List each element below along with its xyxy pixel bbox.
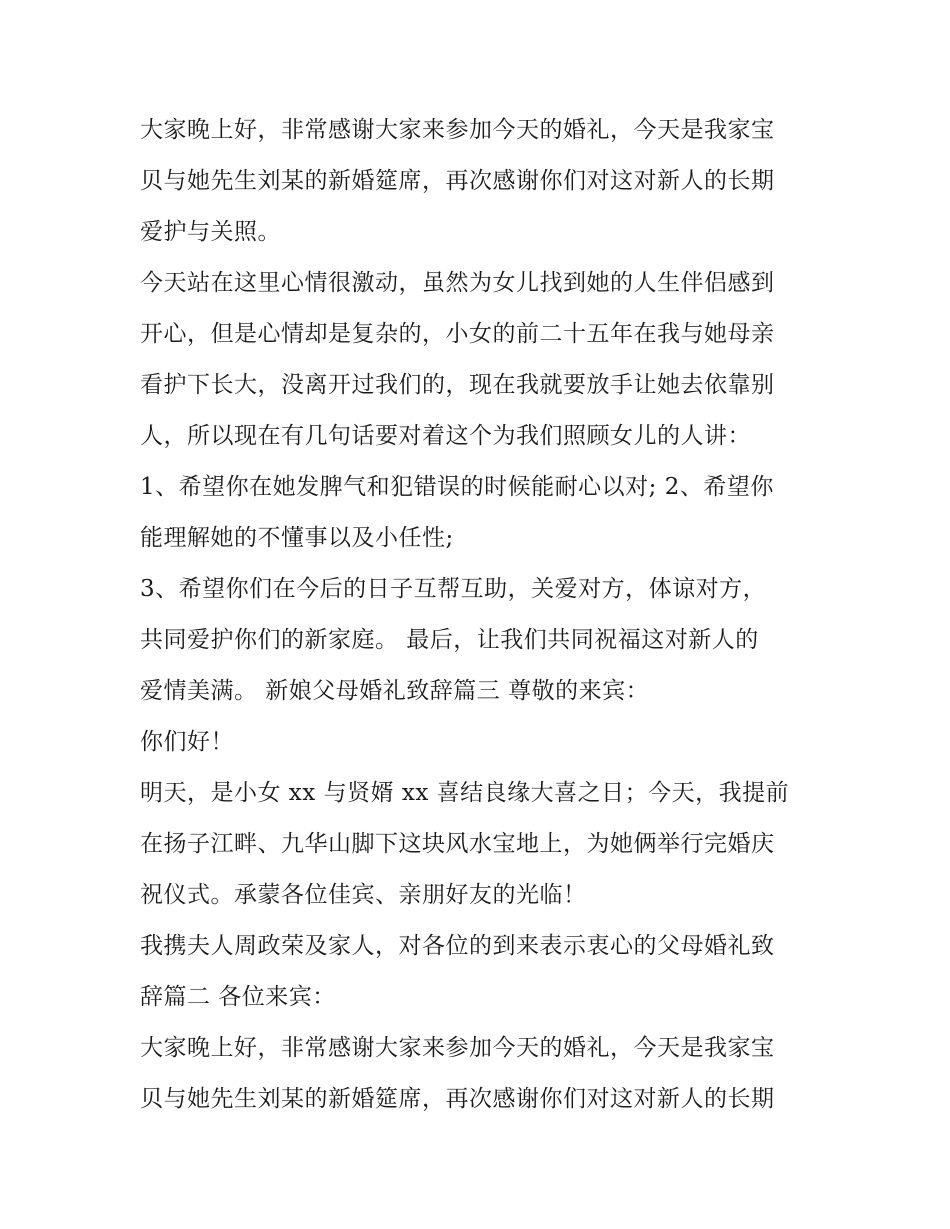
text-line: 在扬子江畔、九华山脚下这块风水宝地上，为她俩举行完婚庆 [140, 831, 775, 857]
text-line: 3、希望你们在今后的日子互帮互助，关爱对方，体谅对方， [140, 576, 767, 602]
text-line: 祝仪式。承蒙各位佳宾、亲朋好友的光临！ [140, 882, 587, 908]
text-line: 爱情美满。 新娘父母婚礼致辞篇三 尊敬的来宾： [140, 678, 650, 704]
text-line: 能理解她的不懂事以及小任性; [140, 525, 454, 551]
text-line: 贝与她先生刘某的新婚筵席，再次感谢你们对这对新人的长期 [140, 1086, 775, 1112]
text-line: 大家晚上好，非常感谢大家来参加今天的婚礼，今天是我家宝 [140, 117, 775, 143]
text-line: 今天站在这里心情很激动，虽然为女儿找到她的人生伴侣感到 [140, 270, 775, 296]
text-line: 1、希望你在她发脾气和犯错误的时候能耐心以对; 2、希望你 [140, 474, 774, 500]
text-line: 看护下长大，没离开过我们的，现在我就要放手让她去依靠别 [140, 372, 775, 398]
text-line: 你们好！ [140, 729, 234, 755]
text-line: 明天，是小女 xx 与贤婿 xx 喜结良缘大喜之日；今天，我提前 [140, 780, 790, 806]
text-line: 贝与她先生刘某的新婚筵席，再次感谢你们对这对新人的长期 [140, 168, 775, 194]
document-body [140, 105, 820, 1125]
text-line: 爱护与关照。 [140, 219, 281, 245]
text-line: 开心，但是心情却是复杂的，小女的前二十五年在我与她母亲 [140, 321, 775, 347]
text-line: 共同爱护你们的新家庭。 最后，让我们共同祝福这对新人的 [140, 627, 759, 653]
text-line: 人，所以现在有几句话要对着这个为我们照顾女儿的人讲： [140, 423, 751, 449]
text-line: 辞篇二 各位来宾： [140, 984, 336, 1010]
text-line: 我携夫人周政荣及家人，对各位的到来表示衷心的父母婚礼致 [140, 933, 775, 959]
text-line: 大家晚上好，非常感谢大家来参加今天的婚礼，今天是我家宝 [140, 1035, 775, 1061]
